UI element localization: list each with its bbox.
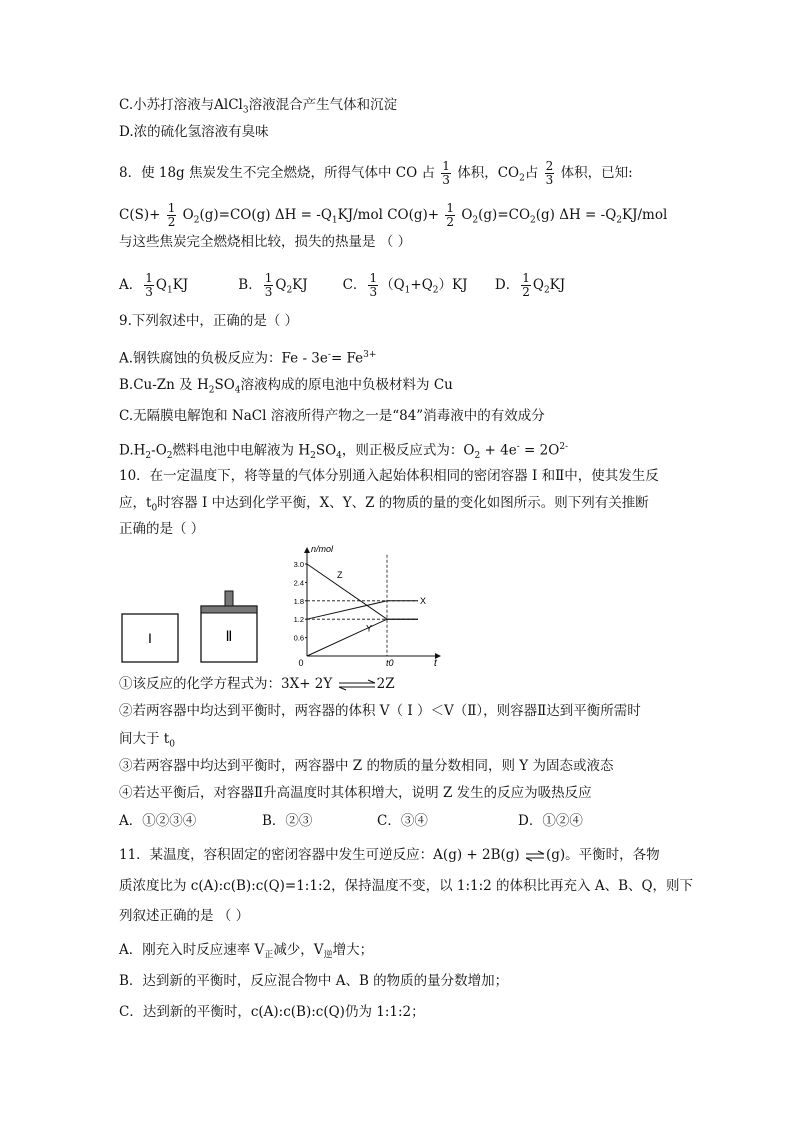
q7-option-c: C.小苏打溶液与AlCl$_3$溶液混合产生气体和沉淀 [119,97,398,116]
piston [201,606,257,613]
q8-options [119,272,565,301]
q7-option-d: D.浓的硫化氢溶液有臭味 [119,124,269,140]
q8-stem: 8．使 18g 焦炭发生不完全燃烧，所得气体中 CO 占 $\frac{1}{3}$ 体积，$CO_2$占 $\frac{2}{3}$ 体积，已知: [119,159,633,187]
q9-option-c: C.无隔膜电解饱和 NaCl 溶液所得产物之一是“84”消毒液中的有效成分 [119,408,545,424]
q10-statement-4: ④若达平衡后，对容器Ⅱ升高温度时其体积增大，说明 Z 发生的反应为吸热反应 [119,785,592,801]
y-tick-label-3: 1.2 [293,615,304,625]
series-z-rise [307,564,387,619]
q8-option-c: C． $\frac{1}{3}$ $(Q_1+Q_2)KJ$ [342,271,468,299]
y-tick-label-2: 1.8 [293,596,304,606]
q8-option-d: D． $\frac{1}{2}$ $Q_2KJ$ [494,271,566,299]
reversible-arrow-icon [524,850,546,862]
q8-question: 与这些焦炭完全燃烧相比较，损失的热量是 （ ） [119,234,412,250]
series-label-x: X [420,595,427,606]
q8-option-a: A． $\frac{1}{3}$ $Q_1KJ$ [119,271,189,299]
q10-option-c: C．③④ [377,813,428,829]
q10-stem-line3: 正确的是（ ） [119,521,205,537]
y-tick-label-0: 3.0 [293,560,304,569]
q8-equations: C(S)+ $\frac{1}{2}$ $O_2(g)=CO(g) \Delta H = -Q_1KJ/mol$ CO(g)+ $\frac{1}{2}$ $O_2(g)=CO_2(g) \Delta H = -Q_2KJ/mol$ [119,201,668,229]
q10-statement-3: ③若两容器中均达到平衡时，两容器中 Z 的物质的量分数相同，则 Y 为固态或液态 [119,758,614,774]
q10-statement-2: ②若两容器中均达到平衡时，两容器的体积 V（ I ）＜V（Ⅱ），则容器Ⅱ达到平衡所需时 [119,703,641,719]
q11-option-c: C．达到新的平衡时，c(A):c(B):c(Q)仍为 1:1:2； [119,1004,425,1020]
q10-statement-2-cont: 间大于 $t_0$ [119,731,175,750]
q10-option-b: B．②③ [262,813,313,829]
series-label-y: Y [366,623,373,634]
q11-stem-line1: 11．某温度，容积固定的密闭容器中发生可逆反应：A(g) + 2B(g) (g)。平衡时，各物 [119,847,660,863]
containers-diagram [118,586,268,668]
q8-option-b: B． $\frac{1}{3}$ $Q_2KJ$ [238,271,308,299]
series-x-rise [307,601,387,619]
q9-stem: 9.下列叙述中，正确的是（ ） [119,313,299,329]
reversible-arrow-icon [337,679,377,691]
q10-option-d: D．①②④ [518,813,583,829]
q9-option-b: B.Cu-Zn 及 $H_2SO_4$溶液构成的原电池中负极材料为 Cu [119,377,453,396]
q10-statement-1: ①该反应的化学方程式为：3X+ 2Y 2Z [119,676,395,692]
x-axis-label: t [434,658,437,669]
q10-stem-line2: 应，$t_0$时容器 I 中达到化学平衡，X、Y、Z 的物质的量的变化如图所示。则下列有关推断 [119,495,649,514]
origin-label: 0 [298,658,304,668]
piston-rod [225,591,233,606]
y-tick-label-1: 2.4 [293,578,304,588]
q11-option-b: B．达到新的平衡时，反应混合物中 A、B 的物质的量分数增加； [119,973,509,989]
q10-stem-line1: 10．在一定温度下，将等量的气体分别通入起始体积相同的密闭容器 I 和Ⅱ中，使其发生反 [119,468,659,484]
t0-tick-label: t0 [386,658,394,668]
q11-option-a: A．刚充入时反应速率 $V_正$减少，$V_逆$增大； [119,942,374,961]
y-tick-label-4: 0.6 [293,633,304,643]
q9-option-a: A.钢铁腐蚀的负极反应为：$Fe - 3e^-= Fe^{3+}$ [119,350,377,367]
series-y-rise [307,619,387,656]
q11-stem-line2: 质浓度比为 c(A):c(B):c(Q)=1:1:2，保持温度不变，以 1:1:2 的体积比再充入 A、B、Q，则下 [119,878,694,894]
y-axis-label: n/mol [311,544,334,554]
q10-option-a: A．①②③④ [119,813,197,829]
mole-time-chart [290,544,450,670]
fraction-two-thirds: $\frac{2}{3}$ [545,159,554,187]
q10-options [119,811,583,831]
container-2-label: Ⅱ [225,628,233,644]
q11-stem-line3: 列叙述正确的是 （ ） [119,908,250,924]
q9-option-d: $D.H_2-O_2$燃料电池中电解液为 $H_2SO_4$，则正极反应式为：$O_2 + 4e^- = 2O^{2-}$ [119,442,569,462]
fraction-one-third: $\frac{1}{3}$ [442,159,450,187]
container-1-label: I [148,630,152,646]
series-label-z: Z [337,569,343,580]
